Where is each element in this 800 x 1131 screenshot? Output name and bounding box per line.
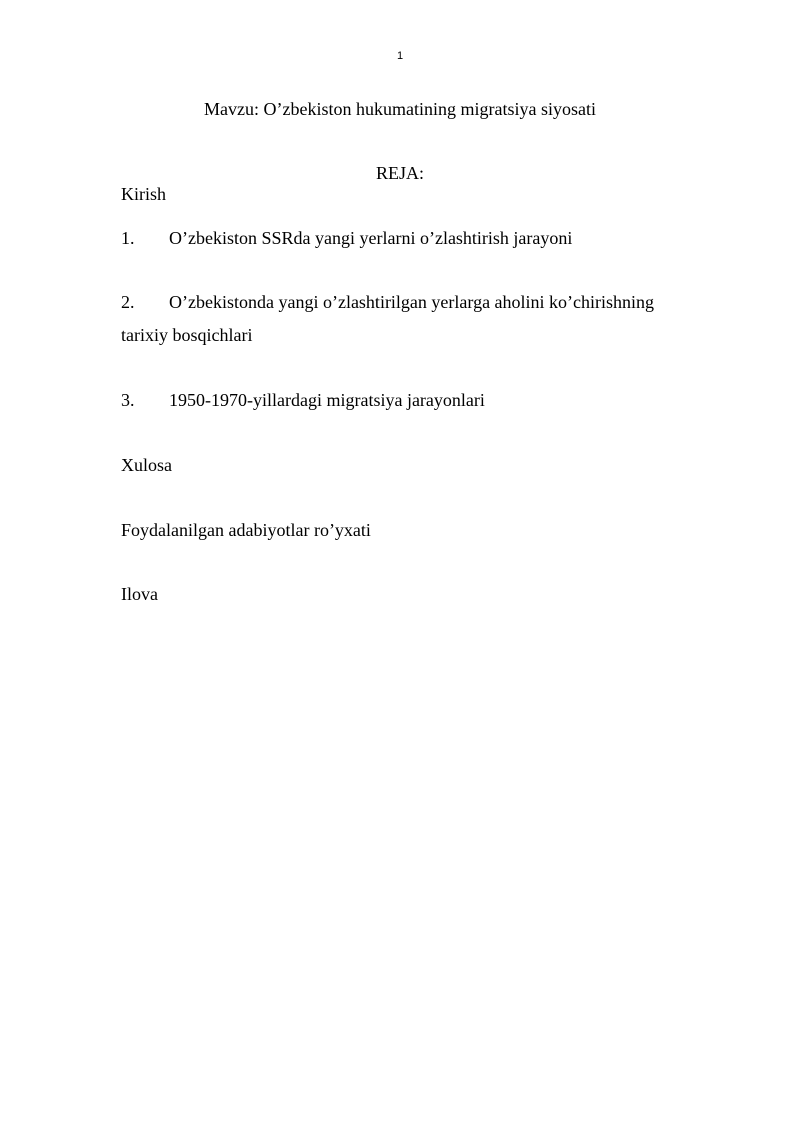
plan-item-text: 1950-1970-yillardagi migratsiya jarayonlari	[169, 390, 485, 410]
references-item: Foydalanilgan adabiyotlar ro’yxati	[121, 520, 371, 540]
plan-item-1	[121, 228, 572, 249]
plan-item-number: 1.	[121, 228, 135, 248]
conclusion-item: Xulosa	[121, 455, 172, 475]
document-title: Mavzu: O’zbekiston hukumatining migratsiya siyosati	[204, 99, 596, 119]
plan-item-number: 3.	[121, 390, 135, 410]
intro-item: Kirish	[121, 184, 166, 204]
plan-item-3	[121, 390, 485, 411]
plan-item-2	[121, 292, 654, 313]
page-number: 1	[396, 50, 404, 62]
appendix-item: Ilova	[121, 584, 158, 604]
plan-item-text: O’zbekiston SSRda yangi yerlarni o’zlashtirish jarayoni	[169, 228, 573, 248]
plan-item-text: O’zbekistonda yangi o’zlashtirilgan yerlarga aholini ko’chirishning	[169, 292, 655, 312]
plan-heading: REJA:	[375, 163, 424, 183]
plan-item-2-continuation: tarixiy bosqichlari	[121, 325, 253, 345]
plan-item-number: 2.	[121, 292, 135, 312]
